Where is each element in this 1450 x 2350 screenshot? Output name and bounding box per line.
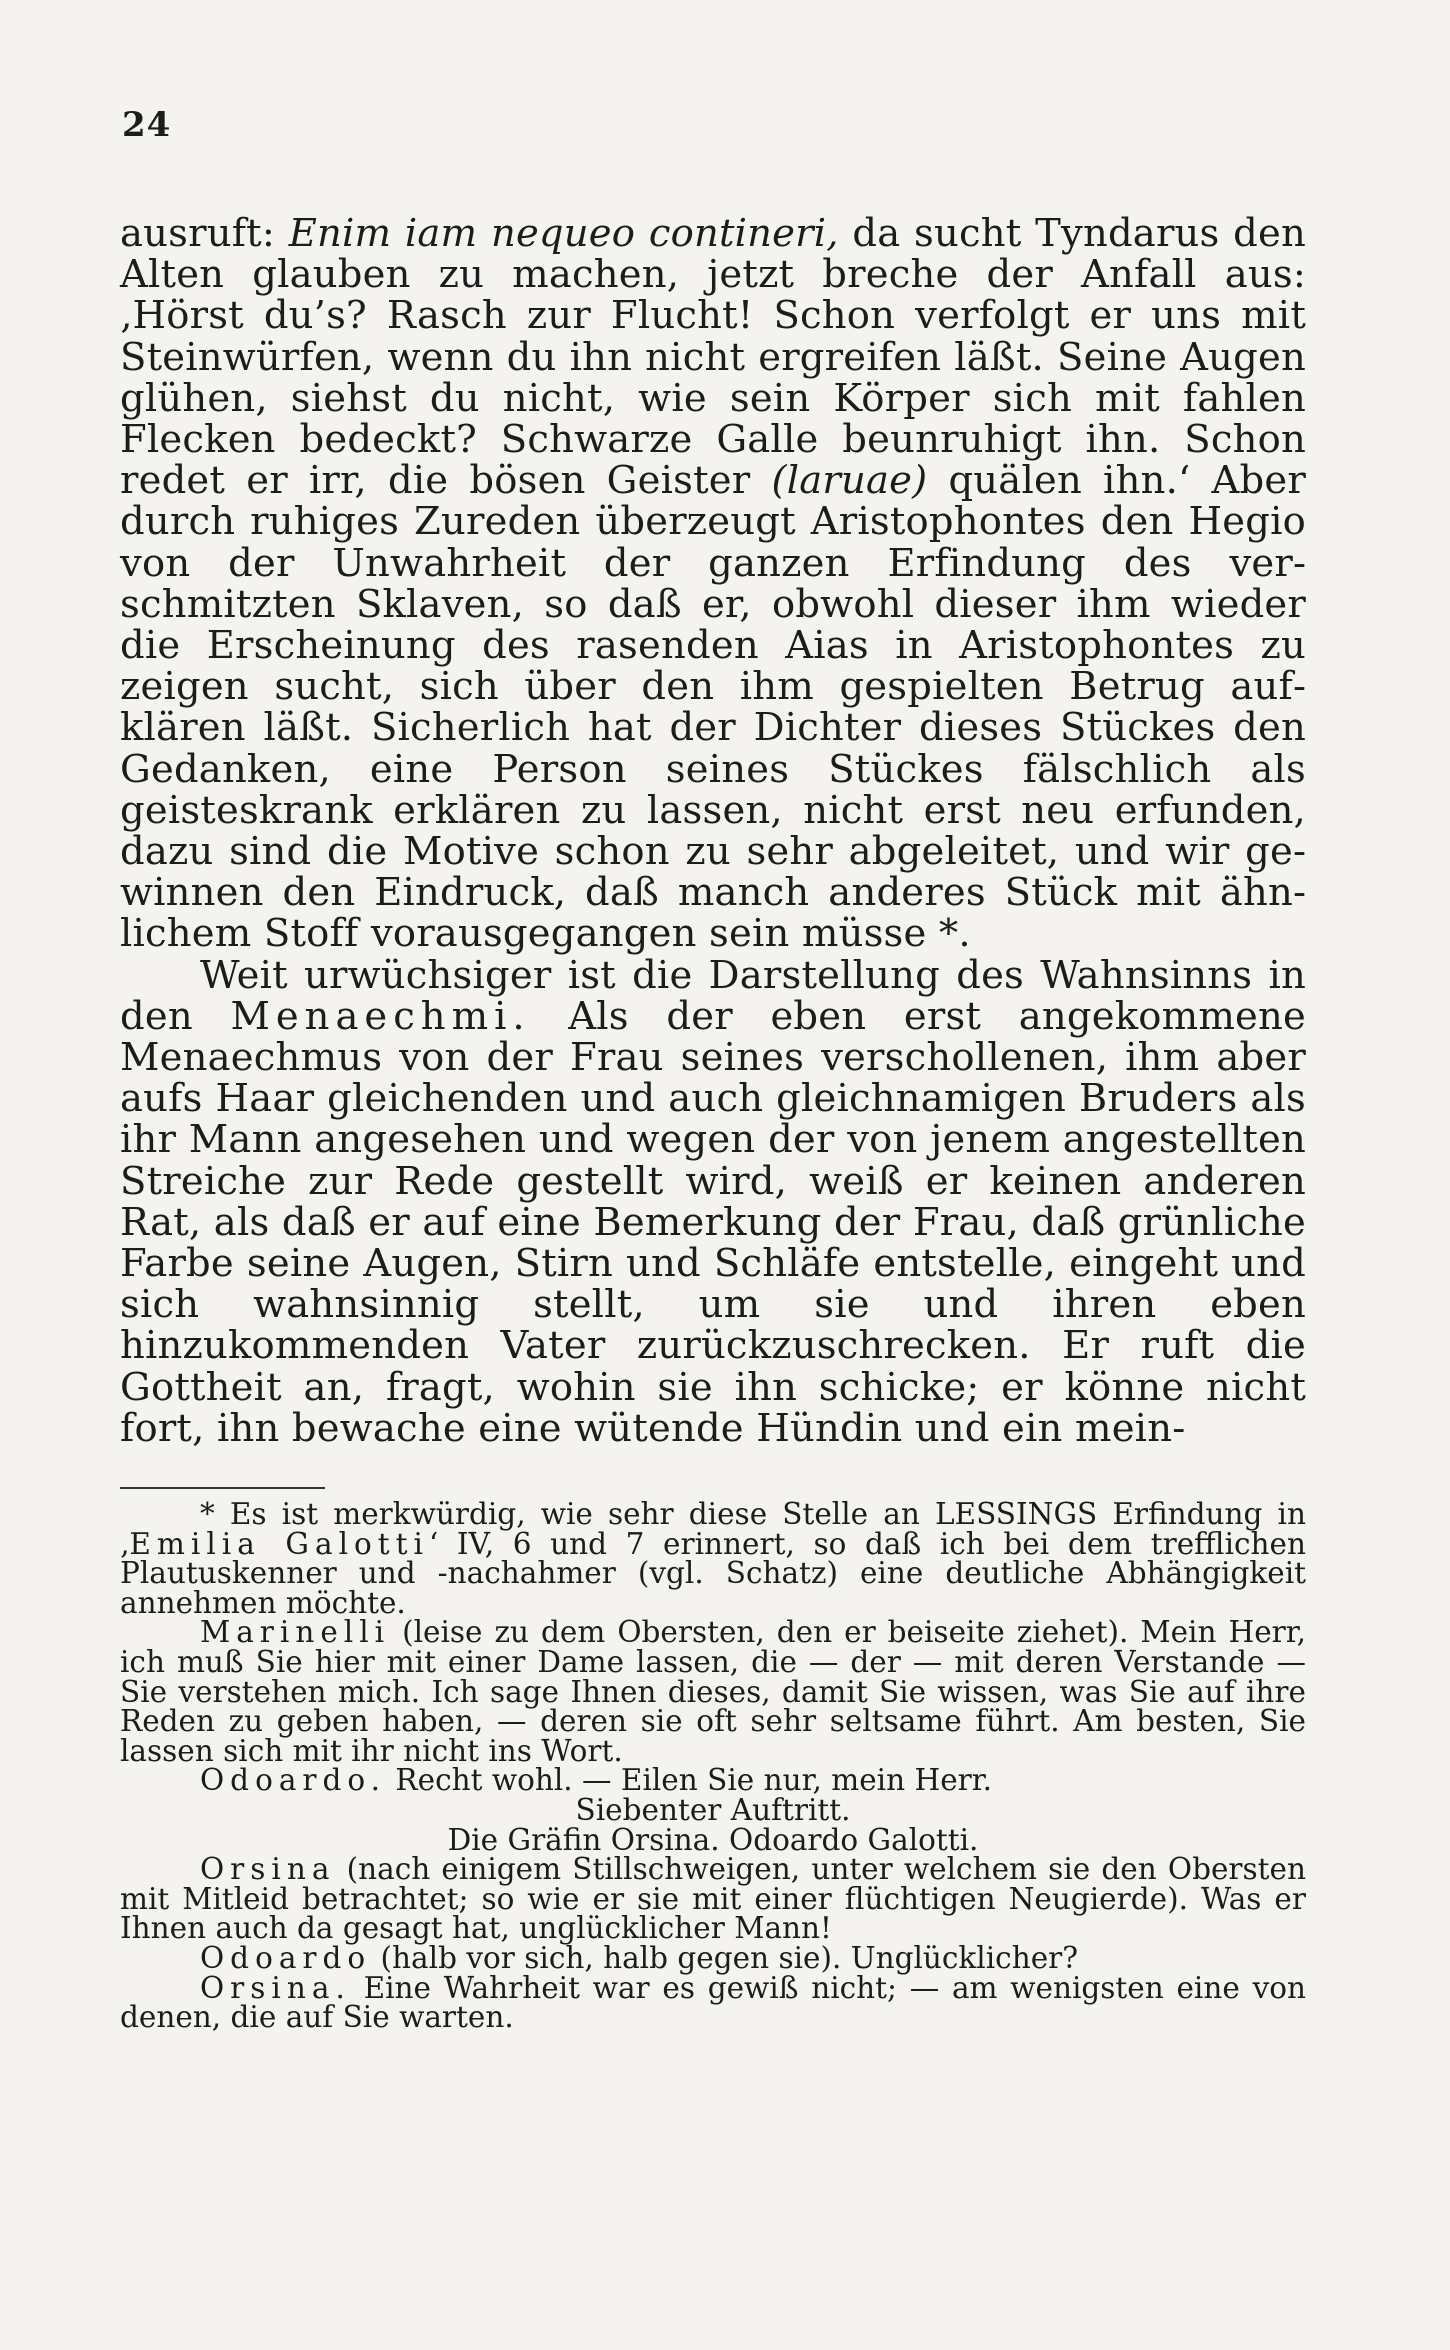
footnote-intro: [120, 1497, 1306, 1620]
speaker-name: Marinelli: [200, 1615, 391, 1650]
play-title-emilia-galotti: Emilia Galotti: [129, 1526, 429, 1561]
latin-quote: Enim iam nequeo contineri,: [288, 211, 839, 256]
speaker-name: Odoardo: [200, 1940, 372, 1975]
speech-text: (leise zu dem Obersten, den er beiseite ziehet). Mein Herr, ich muß Sie hier mit einer Dame lassen, die — der — mit deren Verstande — Sie verstehen mich. Ich sage Ihnen dieses, damit Sie wissen, was Sie auf ihre Reden zu geben haben, — deren sie oft sehr seltsame führt. Am besten, Sie lassen sich mit ihr nicht ins Wort.: [120, 1615, 1306, 1768]
paragraph-2: [120, 952, 1307, 1451]
dialogue-odoardo-2: [120, 1940, 1306, 1975]
paragraph-1-end: quälen ihn.‘ Aber durch ruhiges Zureden überzeugt Aristophontes den Hegio von der Unwahrheit der ganzen Erfindung des verschmitzten Sklaven, so daß er, obwohl dieser ihm wieder die Erscheinung des rasenden Aias in Aristophontes zu zeigen sucht, sich über den ihm gespielten Betrug aufklären läßt. Sicherlich hat der Dichter dieses Stückes den Gedanken, eine Person seines Stückes fälschlich als geisteskrank erklären zu lassen, nicht erst neu erfunden, dazu sind die Motive schon zu sehr abgeleitet, und wir gewinnen den Eindruck, daß manch anderes Stück mit ähnlichem Stoff vorausgegangen sein müsse *.: [120, 458, 1306, 957]
paragraph-1-middle: da sucht Tyndarus den Alten glauben zu machen, jetzt breche der Anfall aus: ‚Hörst du’s? Rasch zur Flucht! Schon verfolgt er uns mit Steinwürfen, wenn du ihn nicht ergreifen läßt. Seine Augen glühen, siehst du nicht, wie sein Körper sich mit fahlen Flecken bedeckt? Schwarze Galle beunruhigt ihn. Schon redet er irr, die bösen Geister: [120, 211, 1307, 504]
speaker-name: Odoardo.: [200, 1763, 387, 1798]
main-text: [120, 213, 1306, 1449]
dialogue-odoardo-1: [120, 1763, 1306, 1798]
speech-text: Recht wohl. — Eilen Sie nur, mein Herr.: [386, 1763, 993, 1798]
paragraph-1-start: ausruft:: [120, 211, 289, 256]
speaker-name: Orsina: [200, 1852, 336, 1887]
speech-text: (nach einigem Stillschweigen, unter welchem sie den Obersten mit Mitleid betrachtet; so wie er sie mit einer flüchtigen Neugierde). Was er Ihnen auch da gesagt hat, unglücklicher Mann!: [120, 1852, 1306, 1946]
page-number: 24: [122, 105, 172, 145]
speech-text: Eine Wahrheit war es gewiß nicht; — am wenigsten eine von denen, die auf Sie warten.: [120, 1970, 1306, 2035]
scene-cast: Die Gräfin Orsina. Odoardo Galotti.: [447, 1822, 979, 1857]
latin-term-laruae: (laruae): [771, 458, 928, 504]
paragraph-2-start: Weit urwüchsiger ist die Darstellung des Wahnsinns in den: [120, 952, 1306, 1039]
play-title-menaechmi: Menaechmi.: [230, 993, 531, 1039]
footnote: [120, 1497, 1306, 2035]
speech-text: (halb vor sich, halb gegen sie). Unglücklicher?: [371, 1940, 1079, 1975]
footnote-intro-end: ‘ IV, 6 und 7 erinnert, so daß ich bei dem trefflichen Plautuskenner und -nachahmer (vgl. Schatz) eine deutliche Abhängigkeit annehmen möchte.: [120, 1526, 1306, 1620]
dialogue-orsina-2: [120, 1970, 1306, 2035]
dialogue-orsina-1: [120, 1852, 1306, 1946]
footnote-divider: [120, 1487, 325, 1489]
footnote-intro-start: * Es ist merkwürdig, wie sehr diese Stelle an LESSINGS Erfindung in ‚: [120, 1497, 1306, 1561]
dialogue-marinelli: [120, 1615, 1306, 1768]
paragraph-1: [120, 213, 1306, 955]
speaker-name: Orsina.: [200, 1970, 351, 2005]
scene-heading: Siebenter Auftritt.: [575, 1792, 851, 1827]
paragraph-2-end: Als der eben erst angekommene Menaechmus von der Frau seines verschollenen, ihm aber aufs Haar gleichenden und auch gleichnamigen Bruders als ihr Mann angesehen und wegen der von jenem angestellten Streiche zur Rede gestellt wird, weiß er keinen anderen Rat, als daß er auf eine Bemerkung der Frau, daß grünliche Farbe seine Augen, Stirn und Schläfe entstelle, eingeht und sich wahnsinnig stellt, um sie und ihren eben hinzukommenden Vater zurückzuschrecken. Er ruft die Gottheit an, fragt, wohin sie ihn schicke; er könne nicht fort, ihn bewache eine wütende Hündin und ein mein-: [120, 993, 1307, 1451]
